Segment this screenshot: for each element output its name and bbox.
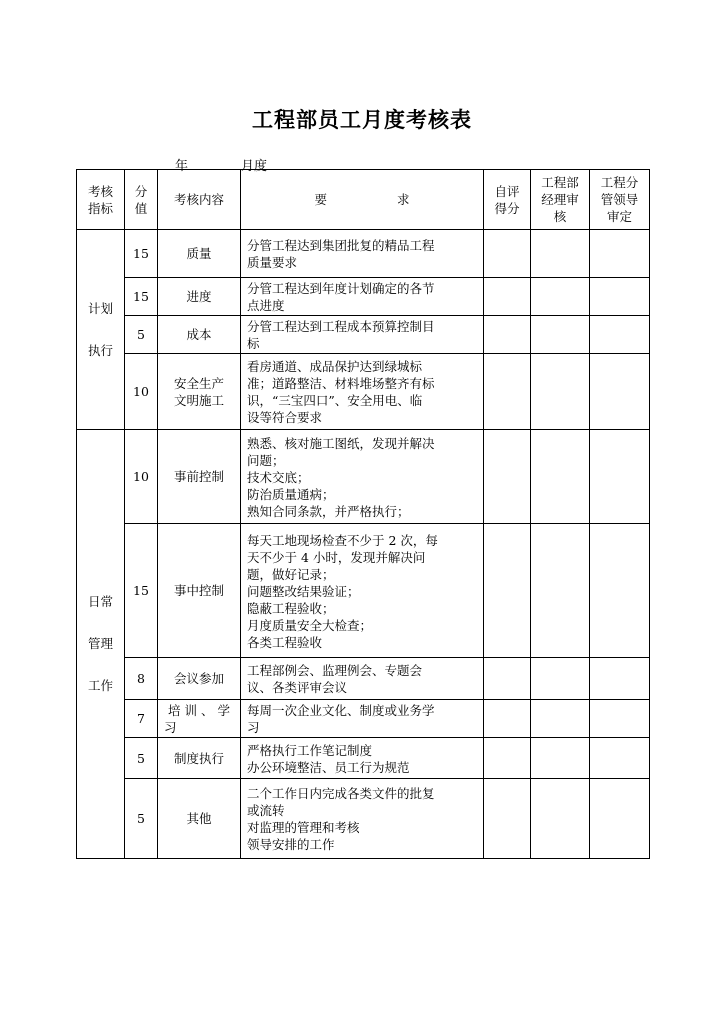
requirement-cell: 分管工程达到工程成本预算控制目 标	[241, 316, 484, 354]
score-cell: 5	[125, 316, 158, 354]
table-row	[77, 658, 650, 700]
requirement-cell: 熟悉、核对施工图纸，发现并解决 问题； 技术交底； 防治质量通病； 熟知合同条款，并严格执行；	[241, 430, 484, 524]
leader-approval-input[interactable]	[590, 354, 650, 430]
leader-approval-input[interactable]	[590, 779, 650, 859]
self-score-input[interactable]	[484, 658, 531, 700]
table-row	[77, 524, 650, 658]
content-cell: 安全生产 文明施工	[158, 354, 241, 430]
content-cell: 事前控制	[158, 430, 241, 524]
requirement-cell: 严格执行工作笔记制度 办公环境整洁、员工行为规范	[241, 738, 484, 779]
requirement-cell: 每天工地现场检查不少于 2 次，每 天不少于 4 小时，发现并解决问 题，做好记录； 问题整改结果验证； 隐蔽工程验收； 月度质量安全大检查； 各类工程验收	[241, 524, 484, 658]
manager-review-input[interactable]	[531, 278, 590, 316]
self-score-input[interactable]	[484, 230, 531, 278]
self-score-input[interactable]	[484, 524, 531, 658]
table-row	[77, 779, 650, 859]
manager-review-input[interactable]	[531, 430, 590, 524]
leader-approval-input[interactable]	[590, 230, 650, 278]
requirement-cell: 分管工程达到年度计划确定的各节 点进度	[241, 278, 484, 316]
requirement-cell: 二个工作日内完成各类文件的批复 或流转 对监理的管理和考核 领导安排的工作	[241, 779, 484, 859]
self-score-input[interactable]	[484, 316, 531, 354]
header-requirement: 要 求	[241, 170, 484, 230]
manager-review-input[interactable]	[531, 316, 590, 354]
table-row	[77, 316, 650, 354]
content-cell: 其他	[158, 779, 241, 859]
self-score-input[interactable]	[484, 738, 531, 779]
content-cell: 会议参加	[158, 658, 241, 700]
leader-approval-input[interactable]	[590, 524, 650, 658]
requirement-cell: 看房通道、成品保护达到绿城标 准；道路整洁、材料堆场整齐有标 识，“三宝四口”、安全用电、临 设等符合要求	[241, 354, 484, 430]
score-cell: 10	[125, 430, 158, 524]
table-row	[77, 278, 650, 316]
group-indicator-plan: 计划 执行	[77, 230, 125, 430]
manager-review-input[interactable]	[531, 230, 590, 278]
self-score-input[interactable]	[484, 278, 531, 316]
header-score: 分 值	[125, 170, 158, 230]
leader-approval-input[interactable]	[590, 316, 650, 354]
assessment-table	[76, 169, 650, 859]
score-cell: 5	[125, 779, 158, 859]
form-title: 工程部员工月度考核表	[252, 108, 472, 132]
manager-review-input[interactable]	[531, 524, 590, 658]
period-year-label: 年	[175, 159, 189, 174]
score-cell: 15	[125, 278, 158, 316]
header-manager-review: 工程部 经理审 核	[531, 170, 590, 230]
table-row	[77, 738, 650, 779]
table-row	[77, 230, 650, 278]
content-cell: 事中控制	[158, 524, 241, 658]
leader-approval-input[interactable]	[590, 658, 650, 700]
header-indicator: 考核 指标	[77, 170, 125, 230]
header-content: 考核内容	[158, 170, 241, 230]
score-cell: 10	[125, 354, 158, 430]
leader-approval-input[interactable]	[590, 278, 650, 316]
content-cell: 制度执行	[158, 738, 241, 779]
content-cell: 质量	[158, 230, 241, 278]
manager-review-input[interactable]	[531, 658, 590, 700]
self-score-input[interactable]	[484, 354, 531, 430]
period-month-label: 月度	[241, 159, 268, 174]
score-cell: 7	[125, 700, 158, 738]
requirement-cell: 每周一次企业文化、制度或业务学 习	[241, 700, 484, 738]
score-cell: 8	[125, 658, 158, 700]
score-cell: 15	[125, 230, 158, 278]
manager-review-input[interactable]	[531, 738, 590, 779]
manager-review-input[interactable]	[531, 700, 590, 738]
requirement-cell: 工程部例会、监理例会、专题会 议、各类评审会议	[241, 658, 484, 700]
self-score-input[interactable]	[484, 430, 531, 524]
manager-review-input[interactable]	[531, 779, 590, 859]
manager-review-input[interactable]	[531, 354, 590, 430]
content-cell: 培 训 、 学 习	[158, 700, 241, 738]
leader-approval-input[interactable]	[590, 430, 650, 524]
content-cell: 进度	[158, 278, 241, 316]
requirement-cell: 分管工程达到集团批复的精品工程 质量要求	[241, 230, 484, 278]
header-row	[77, 170, 650, 230]
group-indicator-daily: 日常 管理 工作	[77, 430, 125, 859]
score-cell: 5	[125, 738, 158, 779]
table-row	[77, 700, 650, 738]
self-score-input[interactable]	[484, 700, 531, 738]
score-cell: 15	[125, 524, 158, 658]
self-score-input[interactable]	[484, 779, 531, 859]
leader-approval-input[interactable]	[590, 738, 650, 779]
table-row	[77, 430, 650, 524]
content-cell: 成本	[158, 316, 241, 354]
header-self-score: 自评 得分	[484, 170, 531, 230]
leader-approval-input[interactable]	[590, 700, 650, 738]
table-row	[77, 354, 650, 430]
header-leader-approval: 工程分 管领导 审定	[590, 170, 650, 230]
